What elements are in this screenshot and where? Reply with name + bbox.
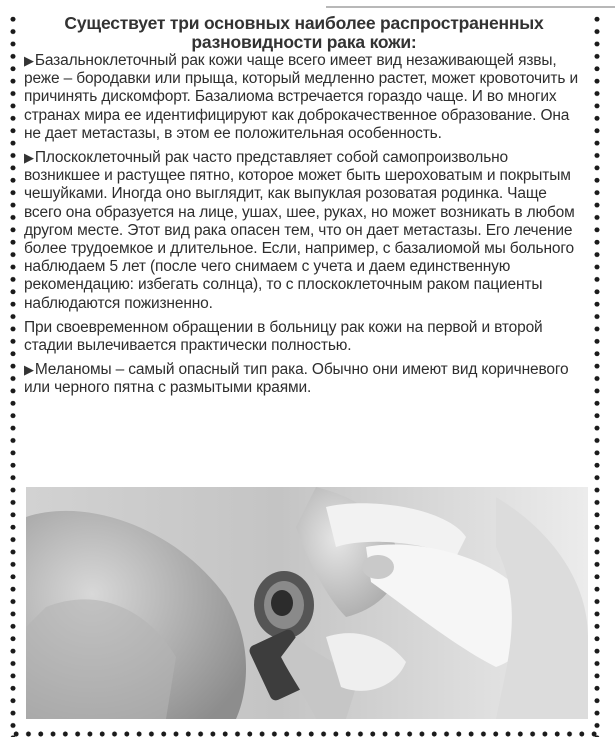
triangle-bullet-icon: ▶: [24, 150, 34, 166]
paragraph-squamous: [24, 149, 584, 313]
article-heading: Существует три основных наиболее распространенных разновидности рака кожи:: [64, 13, 544, 52]
triangle-bullet-icon: ▶: [24, 53, 34, 68]
dermatoscope-examination-photo: [26, 487, 588, 719]
paragraph-text: Плоскоклеточный рак часто представляет собой самопроизвольно возникшее и растущее пятно, которое может быть шероховатым и покрытым чешуйками. Иногда оно выглядит, как выпуклая розоватая родинка. Чаще всего она образуется на лице, ушах, шее, руках, но может возникать в любом другом месте. Этот вид рака опасен тем, что он дает метастазы. Его лечение более трудоемкое и длительное. Если, например, с базалиомой мы больного наблюдаем 5 лет (после чего снимаем с учета и даем единственную рекомендацию: избегать солнца), то с плоскоклеточным раком пациенты наблюдаются пожизненно.: [24, 149, 575, 312]
dotted-border-bottom: [10, 731, 600, 737]
paragraph-basal: [24, 52, 584, 143]
triangle-bullet-icon: ▶: [24, 362, 34, 378]
photo-illustration: [26, 487, 588, 719]
article-body: [24, 14, 584, 404]
dotted-border-left: [10, 13, 16, 737]
paragraph-text: Базальноклеточный рак кожи чаще всего имеет вид незаживающей язвы, реже – бородавки или прыща, который медленно растет, может кровоточить и причинять дискомфорт. Базалиома встречается гораздо чаще. И во многих странах мира ее идентифицируют как доброкачественное образование. Она не дает метастазы, в этом ее положительная особенность.: [24, 52, 578, 142]
paragraph-text: При своевременном обращении в больницу рак кожи на первой и второй стадии вылечивается практически полностью.: [24, 318, 543, 355]
top-rule: [326, 6, 615, 8]
paragraph-text: Меланомы – самый опасный тип рака. Обычно они имеют вид коричневого или черного пятна с размытыми краями.: [24, 361, 569, 397]
paragraph-melanoma: [24, 361, 584, 397]
dotted-border-right: [594, 13, 600, 737]
paragraph-early-treatment: [24, 319, 584, 355]
